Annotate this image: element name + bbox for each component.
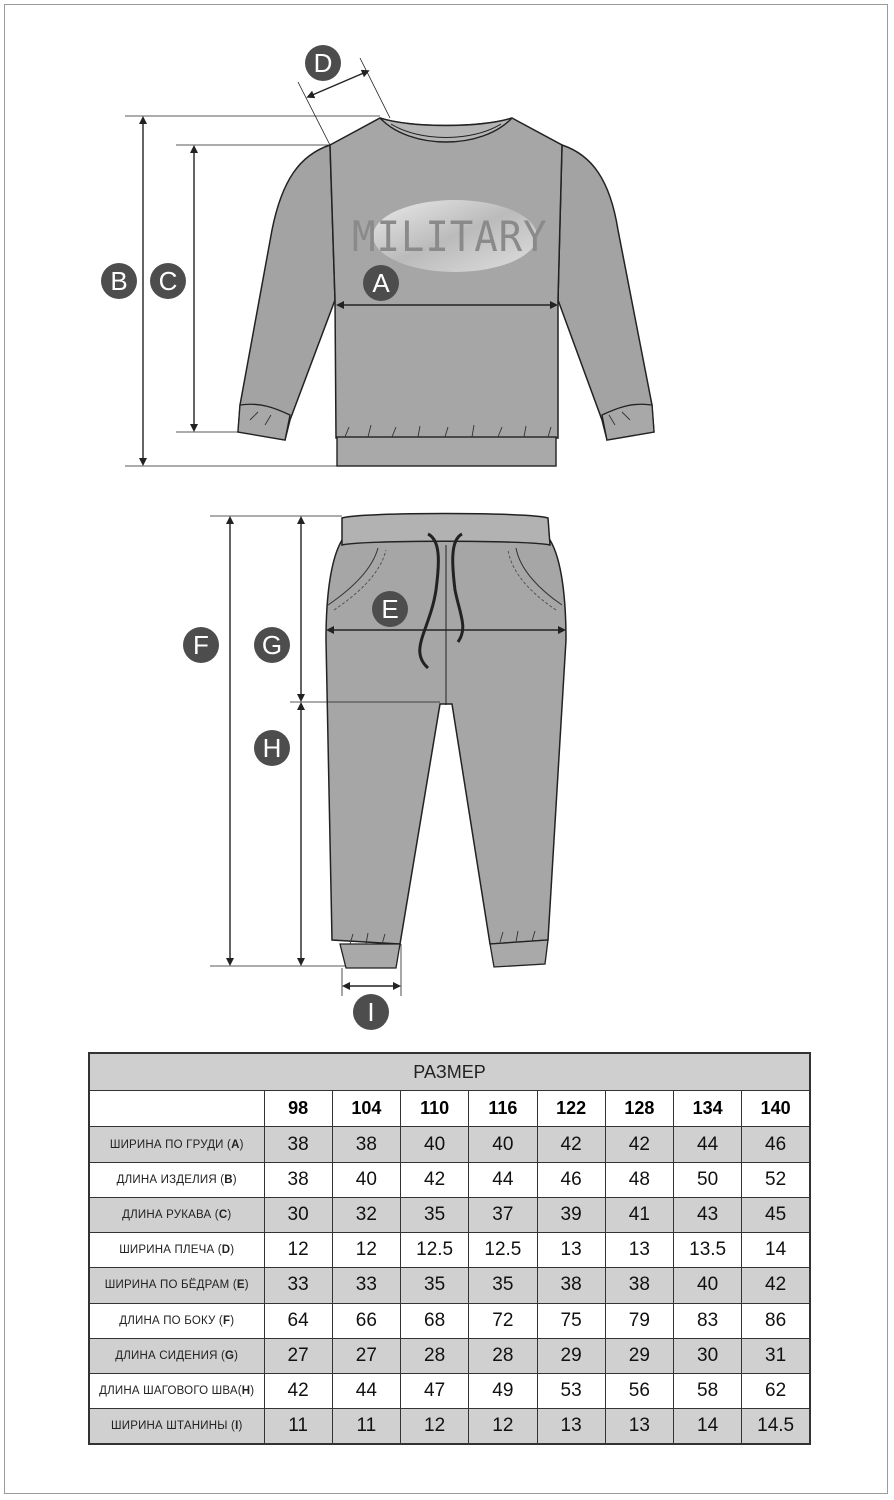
table-cell: 40 (332, 1162, 400, 1197)
table-cell: 53 (537, 1374, 605, 1409)
table-row (89, 1197, 810, 1232)
table-cell: 42 (742, 1268, 810, 1303)
size-header: 104 (332, 1091, 400, 1127)
table-row (89, 1162, 810, 1197)
table-row (89, 1374, 810, 1409)
label-d-badge: D (305, 45, 341, 81)
table-cell: 11 (332, 1409, 400, 1444)
label-g-badge: G (254, 627, 290, 663)
table-cell: 46 (742, 1127, 810, 1162)
table-cell: 12.5 (469, 1233, 537, 1268)
table-cell: 28 (469, 1338, 537, 1373)
table-cell: 62 (742, 1374, 810, 1409)
table-cell: 58 (674, 1374, 742, 1409)
sweatshirt (238, 118, 654, 466)
table-cell: 49 (469, 1374, 537, 1409)
table-cell: 30 (674, 1338, 742, 1373)
table-cell: 14 (674, 1409, 742, 1444)
table-cell: 42 (264, 1374, 332, 1409)
table-cell: 38 (264, 1127, 332, 1162)
table-cell: 66 (332, 1303, 400, 1338)
size-header: 116 (469, 1091, 537, 1127)
size-header: 122 (537, 1091, 605, 1127)
measurement-code: E (236, 1279, 245, 1292)
table-cell: 29 (537, 1338, 605, 1373)
table-cell: 12 (264, 1233, 332, 1268)
table-cell: 13 (537, 1233, 605, 1268)
table-cell: 43 (674, 1197, 742, 1232)
table-cell: 79 (605, 1303, 673, 1338)
measurement-name: ДЛИНА СИДЕНИЯ (115, 1349, 218, 1362)
table-cell: 64 (264, 1303, 332, 1338)
table-cell: 38 (537, 1268, 605, 1303)
print-text: MILITARY (352, 212, 548, 261)
size-header-row (89, 1091, 810, 1127)
label-c-badge: C (150, 263, 186, 299)
measurement-name: ШИРИНА ПО БЁДРАМ (104, 1279, 230, 1292)
table-cell: 40 (469, 1127, 537, 1162)
table-row (89, 1233, 810, 1268)
table-cell: 44 (469, 1162, 537, 1197)
measurement-name: ДЛИНА ИЗДЕЛИЯ (116, 1173, 217, 1186)
table-cell: 14.5 (742, 1409, 810, 1444)
label-i-badge: I (353, 994, 389, 1030)
table-cell: 30 (264, 1197, 332, 1232)
table-cell: 32 (332, 1197, 400, 1232)
header-empty-cell (89, 1091, 264, 1127)
table-cell: 28 (401, 1338, 469, 1373)
size-header: 110 (401, 1091, 469, 1127)
table-cell: 33 (264, 1268, 332, 1303)
table-cell: 14 (742, 1233, 810, 1268)
table-cell: 31 (742, 1338, 810, 1373)
table-row (89, 1303, 810, 1338)
measurement-label: ДЛИНА РУКАВА (C) (89, 1197, 264, 1232)
measurement-code: F (222, 1314, 231, 1327)
table-cell: 75 (537, 1303, 605, 1338)
measurement-label: ШИРИНА ПО БЁДРАМ (E) (89, 1268, 264, 1303)
measurement-label: ШИРИНА ШТАНИНЫ (I) (89, 1409, 264, 1444)
measurement-label: ШИРИНА ПЛЕЧА (D) (89, 1233, 264, 1268)
table-row (89, 1338, 810, 1373)
table-cell: 83 (674, 1303, 742, 1338)
measurement-name: ДЛИНА РУКАВА (122, 1209, 212, 1222)
table-cell: 11 (264, 1409, 332, 1444)
table-cell: 35 (401, 1268, 469, 1303)
size-table (88, 1052, 811, 1445)
table-cell: 12.5 (401, 1233, 469, 1268)
table-cell: 13 (605, 1233, 673, 1268)
table-cell: 12 (401, 1409, 469, 1444)
measurement-name: ДЛИНА ПО БОКУ (119, 1314, 216, 1327)
table-cell: 41 (605, 1197, 673, 1232)
table-cell: 42 (605, 1127, 673, 1162)
table-cell: 56 (605, 1374, 673, 1409)
size-header: 134 (674, 1091, 742, 1127)
pants (326, 514, 566, 969)
table-cell: 38 (332, 1127, 400, 1162)
measurement-code: A (231, 1138, 240, 1151)
measurement-code: D (221, 1244, 231, 1257)
measurement-name: ШИРИНА ПО ГРУДИ (109, 1138, 224, 1151)
size-header: 128 (605, 1091, 673, 1127)
table-cell: 12 (332, 1233, 400, 1268)
table-cell: 44 (674, 1127, 742, 1162)
measurement-label: ДЛИНА ИЗДЕЛИЯ (B) (89, 1162, 264, 1197)
size-header: 140 (742, 1091, 810, 1127)
table-cell: 52 (742, 1162, 810, 1197)
measurement-label: ДЛИНА ПО БОКУ (F) (89, 1303, 264, 1338)
label-b-badge: B (101, 263, 137, 299)
table-cell: 35 (469, 1268, 537, 1303)
measurement-code: H (241, 1385, 251, 1398)
measurement-code: C (218, 1209, 228, 1222)
measurement-label: ДЛИНА СИДЕНИЯ (G) (89, 1338, 264, 1373)
table-cell: 13 (605, 1409, 673, 1444)
table-cell: 29 (605, 1338, 673, 1373)
measurement-code: G (225, 1349, 235, 1362)
table-cell: 72 (469, 1303, 537, 1338)
label-e-badge: E (372, 591, 408, 627)
table-cell: 50 (674, 1162, 742, 1197)
label-h-badge: H (254, 730, 290, 766)
measurement-name: ДЛИНА ШАГОВОГО ШВА (99, 1385, 238, 1398)
table-cell: 37 (469, 1197, 537, 1232)
measurement-code: I (235, 1420, 239, 1433)
table-cell: 40 (401, 1127, 469, 1162)
table-cell: 27 (264, 1338, 332, 1373)
table-cell: 42 (401, 1162, 469, 1197)
measurement-code: B (224, 1173, 233, 1186)
table-cell: 44 (332, 1374, 400, 1409)
measurement-name: ШИРИНА ШТАНИНЫ (111, 1420, 228, 1433)
measurement-name: ШИРИНА ПЛЕЧА (119, 1244, 215, 1257)
size-table-title: РАЗМЕР (89, 1053, 810, 1091)
table-cell: 46 (537, 1162, 605, 1197)
table-cell: 39 (537, 1197, 605, 1232)
table-cell: 27 (332, 1338, 400, 1373)
size-header: 98 (264, 1091, 332, 1127)
table-cell: 86 (742, 1303, 810, 1338)
table-row (89, 1409, 810, 1444)
table-cell: 12 (469, 1409, 537, 1444)
table-cell: 45 (742, 1197, 810, 1232)
table-row (89, 1268, 810, 1303)
table-cell: 68 (401, 1303, 469, 1338)
table-cell: 35 (401, 1197, 469, 1232)
table-cell: 33 (332, 1268, 400, 1303)
table-cell: 40 (674, 1268, 742, 1303)
measurement-label: ШИРИНА ПО ГРУДИ (A) (89, 1127, 264, 1162)
measurement-label: ДЛИНА ШАГОВОГО ШВА(H) (89, 1374, 264, 1409)
table-cell: 42 (537, 1127, 605, 1162)
table-cell: 13 (537, 1409, 605, 1444)
table-cell: 13.5 (674, 1233, 742, 1268)
table-row (89, 1127, 810, 1162)
label-f-badge: F (183, 627, 219, 663)
label-a-badge: A (363, 265, 399, 301)
table-cell: 38 (264, 1162, 332, 1197)
table-cell: 38 (605, 1268, 673, 1303)
table-cell: 47 (401, 1374, 469, 1409)
table-cell: 48 (605, 1162, 673, 1197)
